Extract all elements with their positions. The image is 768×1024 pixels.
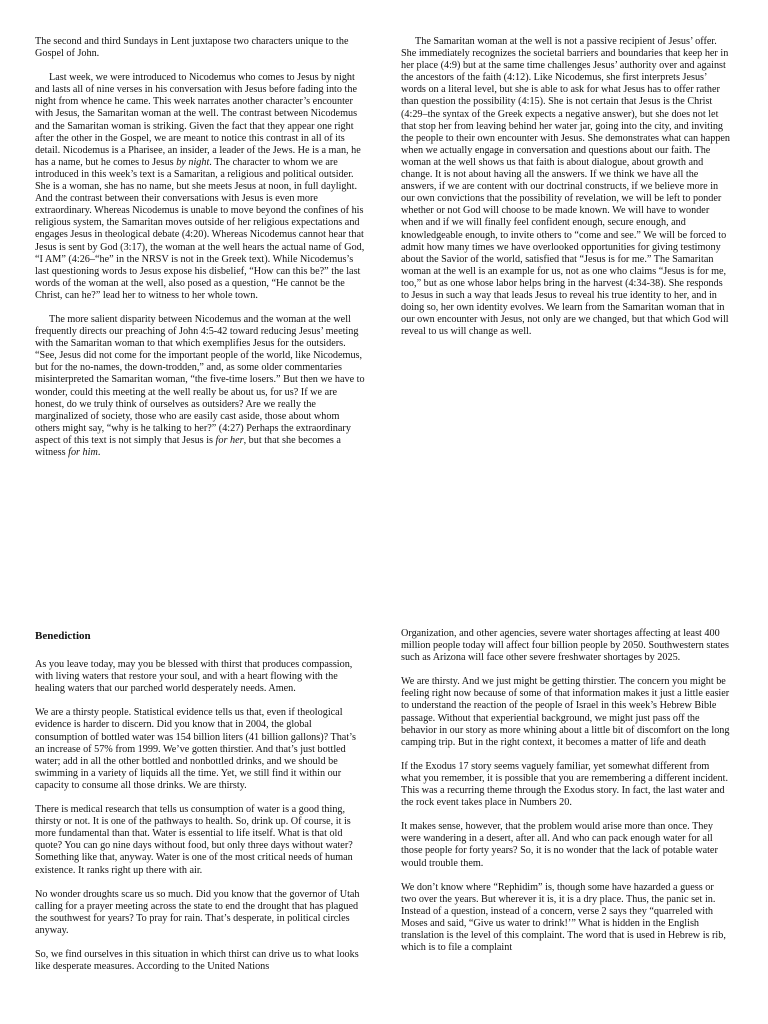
medical-paragraph: There is medical research that tells us consumption of water is a good thing, thirsty or not. It is one of the pathways to health. So, drink up. Of course, it is more fundamental than that. Water is essential to life itself. What is that old quote? You can go nine days without food, but only three days without water? Something like that, anyway. Water is one of the most critical needs of human existence. It ranks right up there with air.	[35, 804, 353, 876]
column-2	[401, 36, 731, 350]
sense-paragraph: It makes sense, however, that the problem would arise more than once. They were wandering in a desert, after all. And who can pack enough water for all those people for forty years? So, it is no wonder that the lack of potable water would trouble them.	[401, 821, 718, 869]
benediction-paragraph: As you leave today, may you be blessed with thirst that produces compassion, with living waters that restore your soul, and with a heart flowing with the healing waters that our parched world desperately needs. Amen.	[35, 659, 353, 695]
nicodemus-paragraph: Last week, we were introduced to Nicodemus who comes to Jesus by night and lasts all of nine verses in his conversation with Jesus before fading into the night from whence he came. This week narrates another character’s encounter with Jesus, the Samaritan woman at the well. The contrast between Nicodemus and the Samaritan woman is striking. Given the fact that they appear one right after the other in the Gospel, we are meant to notice this contrast in all of its detail. Nicodemus is a Pharisee, an insider, a leader of the Jews. He is a man, he has a name, but he comes to Jesus by night. The character to whom we are introduced in this week’s text is a Samaritan, a religious and political outsider. She is a woman, she has no name, but she meets Jesus at noon, in full daylight. And the contrast between their conversations with Jesus is even more extraordinary. Whereas Nicodemus is unable to move beyond the confines of his religious system, the Samaritan moves outside of her religious expectations and engages Jesus in theological debate (4:20). Whereas Nicodemus cannot hear that Jesus is sent by God (3:17), the woman at the well hears the actual name of God, “I AM” (4:26–“he” in the NRSV is not in the Greek text). While Nicodemus’s last questioning words to Jesus expose his disbelief, “How can this be?” the last words of the woman at the well, also posed as a question, “He cannot be the Christ, can he?” lead her to witness to her whole town.	[35, 72, 365, 301]
shortage-paragraph: Organization, and other agencies, severe water shortages affecting at least 400 million people today will affect four billion people by 2050. Southwestern states such as Arizona will face other severe freshwater shortages by 2025.	[401, 628, 730, 664]
thirstier-paragraph: We are thirsty. And we just might be getting thirstier. The concern you might be feeling right now because of some of that information makes it just a little easier to understand the reaction of the people of Israel in this week’s Hebrew Bible passage. Without that experiential background, we might just pass off the behavior in our story as more whining about a little bit of discomfort on the long camping trip. But in the right context, it becomes a matter of life and death	[401, 676, 730, 748]
disparity-paragraph: The more salient disparity between Nicodemus and the woman at the well frequently directs our preaching of John 4:5-42 toward reducing Jesus’ meeting with the Samaritan woman to that which exemplifies Jesus for the outsiders. “See, Jesus did not come for the important people of the world, like Nicodemus, but for the no-names, the down-trodden,” and, as some older commentaries misinterpreted the Samaritan woman, “the five-time losers.” But then we have to wonder, could this meeting at the well really be about us, for us? If we are honest, do we truly think of ourselves as outsiders? Are we really the marginalized of society, those who are easily cast aside, those about whom others might say, “why is he talking to her?” (4:27) Perhaps the extraordinary aspect of this text is not simply that Jesus is for her, but that she becomes a witness for him.	[35, 313, 365, 458]
samaritan-paragraph: The Samaritan woman at the well is not a passive recipient of Jesus’ offer. She immediately recognizes the societal barriers and boundaries that keep her in her place (4:9) but at the same time challenges Jesus’ authority over and against the ancestors of the faith (4:12). Like Nicodemus, she first interprets Jesus’ words on a literal level, but she is able to ask for what Jesus has to offer rather than question the possibility (4:15). She is not certain that Jesus is the Christ (4:29–the syntax of the Greek expects a negative answer), but she does not let that stop her from leaving behind her water jar, going into the city, and inviting the people to their own encounter with Jesus. She demonstrates what can happen when we actually engage in conversation and questions about our faith. The woman at the well shows us that faith is about dialogue, about growth and change. It is not about having all the answers. If we think we have all the answers, if we are content with our doctrinal constructs, if we believe more in our own convictions that the possibility of revelation, we will be left to ponder whether or not God will choose to be made known. We will have to wonder when and if we will finally feel confident enough, secure enough, and knowledgeable enough, to invite others to “come and see.” We will be forced to admit how many times we have overlooked opportunities for giving testimony about the Savior of the world, satisfied that “Jesus is for me.” The Samaritan woman at the well is an example for us, not as one who claims “Jesus is for me, too,” but as one whose labor helps bring in the harvest (4:34-38). She responds to Jesus in such a way that leads Jesus to reveal his true identity to her, and in doing so, her own identity evolves. We learn from the Samaritan woman that in our own encounter with Jesus, not only are we changed, but that which God will reveal to us will change as well.	[401, 36, 731, 338]
thirsty-paragraph: We are a thirsty people. Statistical evidence tells us that, even if theological evidence is harder to discern. Did you know that in 2004, the global consumption of bottled water was 154 billion liters (41 billion gallons)? That’s an increase of 57% from 1999. We’ve gotten thirstier. And that’s just bottled water; add in all the other bottled and nonbottled drinks, and we should be swimming in a variety of liquids all the time. Yet, we still find it within our capacity to consume all those drinks. We are thirsty.	[35, 707, 356, 791]
column-4	[401, 628, 731, 966]
rephidim-paragraph: We don’t know where “Rephidim” is, though some have hazarded a guess or two over the years. But wherever it is, it is a dry place. Thus, the panic set in. Instead of a question, instead of a concern, verse 2 says they “quarreled with Moses and said, “Give us water to drink!’” What is hidden in the English translation is the level of this complaint. The word that is used in Hebrew is rib, which is to file a complaint	[401, 881, 726, 954]
situation-paragraph: So, we find ourselves in this situation in which thirst can drive us to what looks like desperate measures. According to the United Nations	[35, 948, 359, 973]
intro-paragraph: The second and third Sundays in Lent juxtapose two characters unique to the Gospel of John.	[35, 36, 349, 60]
benediction-heading: Benediction	[35, 630, 91, 642]
column-1	[35, 36, 365, 471]
column-3	[35, 628, 365, 985]
exodus-paragraph: If the Exodus 17 story seems vaguely familiar, yet somewhat different from what you remember, it is possible that you are remembering a different incident. This was a recurring theme through the Exodus story. In fact, the last water and the rock event takes place in Numbers 20.	[401, 760, 728, 809]
drought-paragraph: No wonder droughts scare us so much. Did you know that the governor of Utah calling for a prayer meeting across the state to end the drought that has plagued the southwest for years? To pray for rain. That’s desperate, in political circles anyway.	[35, 888, 360, 936]
